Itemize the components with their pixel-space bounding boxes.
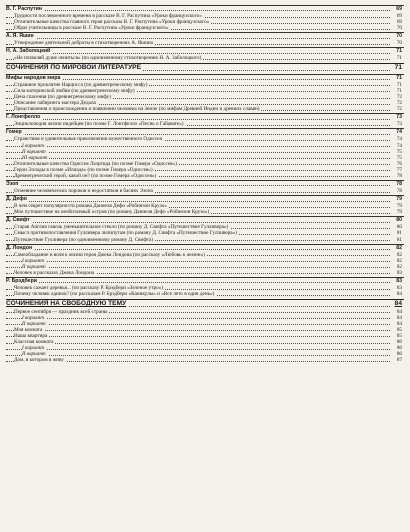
entry-title: Мое путешествие на необитаемый остров (по роману Даниеля Дефо «Робинзон Крузо») xyxy=(14,209,210,216)
page-number: 69 xyxy=(392,19,402,25)
page-number: 69 xyxy=(392,13,402,19)
entry-title: III вариант xyxy=(22,154,48,161)
author-heading xyxy=(6,216,404,224)
page-number: 72 xyxy=(392,100,402,106)
page-number: 71 xyxy=(392,88,402,94)
page-number: 86 xyxy=(392,351,402,357)
entry-title: Отличительные качества Одиссея Лаэртида (по поэме Гомера «Одиссея») xyxy=(14,160,177,167)
page-number: 87 xyxy=(392,357,402,363)
heading-label: Эзоп xyxy=(6,181,19,188)
page-number: 79 xyxy=(392,203,402,209)
page-number: 84 xyxy=(392,309,402,315)
page-number: 75 xyxy=(392,149,402,155)
entry-title: II вариант xyxy=(22,351,46,358)
page-number: 82 xyxy=(392,252,402,258)
toc-entry xyxy=(6,209,404,215)
entry-title: I вариант xyxy=(22,314,44,321)
author-heading xyxy=(6,277,404,285)
dot-leader xyxy=(6,222,390,223)
section-heading xyxy=(6,299,404,308)
page-number: 72 xyxy=(392,94,402,100)
dot-leader xyxy=(6,201,390,202)
entry-title: Странствия и удивительные приключения мужественного Одиссея xyxy=(14,136,162,143)
dot-leader xyxy=(6,249,390,250)
heading-label: Мифы народов мира xyxy=(6,74,61,81)
heading-label: Д. Лондон xyxy=(6,244,33,251)
heading-label: Гомер xyxy=(6,129,22,136)
toc-entry xyxy=(6,106,404,112)
page-number: 78 xyxy=(392,173,402,179)
page-number: 73 xyxy=(392,114,402,121)
entry-title: Осмеяние человеческих пороков и недостатков в баснях Эзопа xyxy=(14,188,153,195)
page-number: 78 xyxy=(392,181,402,188)
entry-title: II вариант xyxy=(22,148,46,155)
entry-title: В чем секрет популярности романа Даниеля Дефо «Робинзон Крузо» xyxy=(14,203,167,210)
heading-label: СОЧИНЕНИЯ НА СВОБОДНУЮ ТЕМУ xyxy=(6,300,127,308)
page-number: 69 xyxy=(392,6,402,13)
page-number: 74 xyxy=(392,136,402,142)
page-number: 80 xyxy=(392,217,402,224)
page-number: 73 xyxy=(392,121,402,127)
dot-leader xyxy=(6,355,390,356)
page-number: 76 xyxy=(392,161,402,167)
page-number: 72 xyxy=(392,106,402,112)
page-number: 84 xyxy=(392,315,402,321)
page-number: 75 xyxy=(392,155,402,161)
entry-title: Самообладание и воля к жизни героя Джека Лондона (по рассказу «Любовь к жизни») xyxy=(14,251,205,258)
page-number: 71 xyxy=(392,55,402,61)
dot-leader xyxy=(6,336,390,337)
entry-title: Утверждение деятельной доброты в стихотворениях А. Яшина xyxy=(14,40,153,47)
author-heading xyxy=(6,195,404,203)
dot-leader xyxy=(6,134,390,135)
entry-title: Герои Эллады в поэме «Илиада» (по поэме Гомера «Одиссея») xyxy=(14,166,153,173)
page-number: 82 xyxy=(392,245,402,252)
toc-entry xyxy=(6,40,404,46)
page-number: 83 xyxy=(392,285,402,291)
page-number: 86 xyxy=(392,339,402,345)
page-number: 74 xyxy=(392,143,402,149)
entry-title: Моя комната xyxy=(14,326,43,333)
toc-entry xyxy=(6,357,404,363)
page-number: 71 xyxy=(392,48,402,55)
entry-title: II вариант xyxy=(22,263,46,270)
toc-entry xyxy=(6,270,404,276)
entry-title: Старая Англия сквозь уменьшительное стекло (по роману Д. Свифта «Путешествие Гулливера») xyxy=(14,224,229,231)
page-number: 80 xyxy=(392,224,402,230)
entry-title: I вариант xyxy=(22,345,44,352)
heading-label: Д. Свифт xyxy=(6,217,30,224)
dot-leader xyxy=(6,343,390,344)
dot-leader xyxy=(6,152,390,153)
entry-title: Древнегреческий герой, какой он? (по поэме Гомера «Одиссея») xyxy=(14,172,157,179)
page-number: 84 xyxy=(392,321,402,327)
entry-title: Представления о происхождении и появлении человека на Земле (по мифам Древней Индии и древних славян) xyxy=(14,106,260,113)
entry-title: Страшное проклятие Нарцисса (по древнегреческому мифу) xyxy=(14,81,148,88)
page-number: 79 xyxy=(392,196,402,203)
heading-label: СОЧИНЕНИЯ ПО МИРОВОЙ ЛИТЕРАТУРЕ xyxy=(6,64,141,72)
author-heading xyxy=(6,128,404,136)
dot-leader xyxy=(6,146,390,147)
entry-title: Трудности послевоенного времени в рассказе В. Г. Распутина «Уроки французского» xyxy=(14,13,202,19)
page-number: 71 xyxy=(392,75,402,82)
page-number: 83 xyxy=(392,270,402,276)
toc-entry xyxy=(6,55,404,61)
entry-title: Описание лабиринта мастера Дедала xyxy=(14,100,96,107)
entry-title: I вариант xyxy=(22,257,44,264)
entry-title: Сила материнской любви (по древнегреческому мифу) xyxy=(14,87,135,94)
toc-entry xyxy=(6,291,404,297)
page-number: 84 xyxy=(392,291,402,297)
page-number: 78 xyxy=(392,188,402,194)
page-number: 82 xyxy=(392,258,402,264)
author-heading xyxy=(6,32,404,40)
page-number: 86 xyxy=(392,345,402,351)
entry-title: Смысл противопоставления Гулливера лилипутам (по роману Д. Свифта «Путешествие Гулливера») xyxy=(14,230,237,237)
dot-leader xyxy=(6,330,390,331)
page-number: 70 xyxy=(392,25,402,31)
entry-title: «Не позволяй душе лениться» (по одноименному стихотворению Н. А. Заболоцкого) xyxy=(14,55,202,62)
toc-entry xyxy=(6,237,404,243)
dot-leader xyxy=(6,282,390,283)
page-number: 81 xyxy=(392,230,402,236)
entry-title: Человек в рассказах Джека Лондона xyxy=(14,269,95,276)
author-heading xyxy=(6,244,404,252)
page-number: 85 xyxy=(392,327,402,333)
author-heading xyxy=(6,47,404,55)
entry-title: Отличительные качества главного героя рассказа В. Г. Распутина «Уроки французского» xyxy=(14,19,210,26)
entry-title: II вариант xyxy=(22,320,46,327)
page-number: 82 xyxy=(392,264,402,270)
heading-label: А. Я. Яшин xyxy=(6,33,34,40)
dot-leader xyxy=(6,10,390,11)
entry-title: Наша квартира xyxy=(14,332,48,339)
page-number: 70 xyxy=(392,33,402,40)
entry-title: Классная комната xyxy=(14,339,54,346)
author-heading xyxy=(6,113,404,121)
page-number: 83 xyxy=(392,278,402,285)
dot-leader xyxy=(6,119,390,120)
dot-leader xyxy=(6,261,390,262)
entry-title: Цена спасения (по древнегреческому мифу) xyxy=(14,94,111,101)
entry-title: Дом, в котором я живу xyxy=(14,357,64,364)
section-heading xyxy=(6,63,404,72)
heading-label: Н. А. Заболоцкий xyxy=(6,48,51,55)
author-heading xyxy=(6,5,404,13)
entry-title: Человек сажает деревья... (по рассказу Р. Брэдбери «Зеленое утро») xyxy=(14,285,164,292)
heading-label: Г. Лонгфелло xyxy=(6,114,41,121)
page-number: 71 xyxy=(392,82,402,88)
toc-entry xyxy=(6,173,404,179)
entry-title: Почему человек одинок? (по рассказам Р. Брэдбери «Каникулы» и «Все лето в один день») xyxy=(14,291,215,298)
toc-entry xyxy=(6,188,404,194)
entry-title: Образ учительницы в рассказе В. Г. Распутина «Уроки французского» xyxy=(14,25,169,32)
toc-entry xyxy=(6,25,404,31)
page-number: 71 xyxy=(392,64,402,72)
dot-leader xyxy=(6,318,390,319)
entry-title: I вариант xyxy=(22,142,44,149)
page-number: 84 xyxy=(392,300,402,308)
page-number: 74 xyxy=(392,129,402,136)
page-number: 85 xyxy=(392,333,402,339)
dot-leader xyxy=(6,79,390,80)
top-margin xyxy=(6,0,404,4)
toc-entry xyxy=(6,121,404,127)
dot-leader xyxy=(6,53,390,54)
author-heading xyxy=(6,180,404,188)
page-number: 79 xyxy=(392,209,402,215)
dot-leader xyxy=(6,158,390,159)
dot-leader xyxy=(6,267,390,268)
dot-leader xyxy=(6,324,390,325)
dot-leader xyxy=(6,38,390,39)
toc-list xyxy=(6,5,404,363)
heading-label: В. Г. Распутин xyxy=(6,6,42,12)
entry-title: Путешествие Гулливера (по одноименному роману Д. Свифта) xyxy=(14,236,154,243)
dot-leader xyxy=(6,185,390,186)
entry-title: Первое сентября — праздник всей страны xyxy=(14,308,108,315)
dot-leader xyxy=(6,349,390,350)
heading-label: Д. Дефо xyxy=(6,196,27,203)
entry-title: Энциклопедия жизни индейцев (по поэме Г. Лонгфелло «Песнь о Гайавате») xyxy=(14,121,184,128)
page-number: 77 xyxy=(392,167,402,173)
page-number: 70 xyxy=(392,40,402,46)
page-number: 81 xyxy=(392,237,402,243)
author-heading xyxy=(6,74,404,82)
heading-label: Р. Брэдбери xyxy=(6,278,37,285)
